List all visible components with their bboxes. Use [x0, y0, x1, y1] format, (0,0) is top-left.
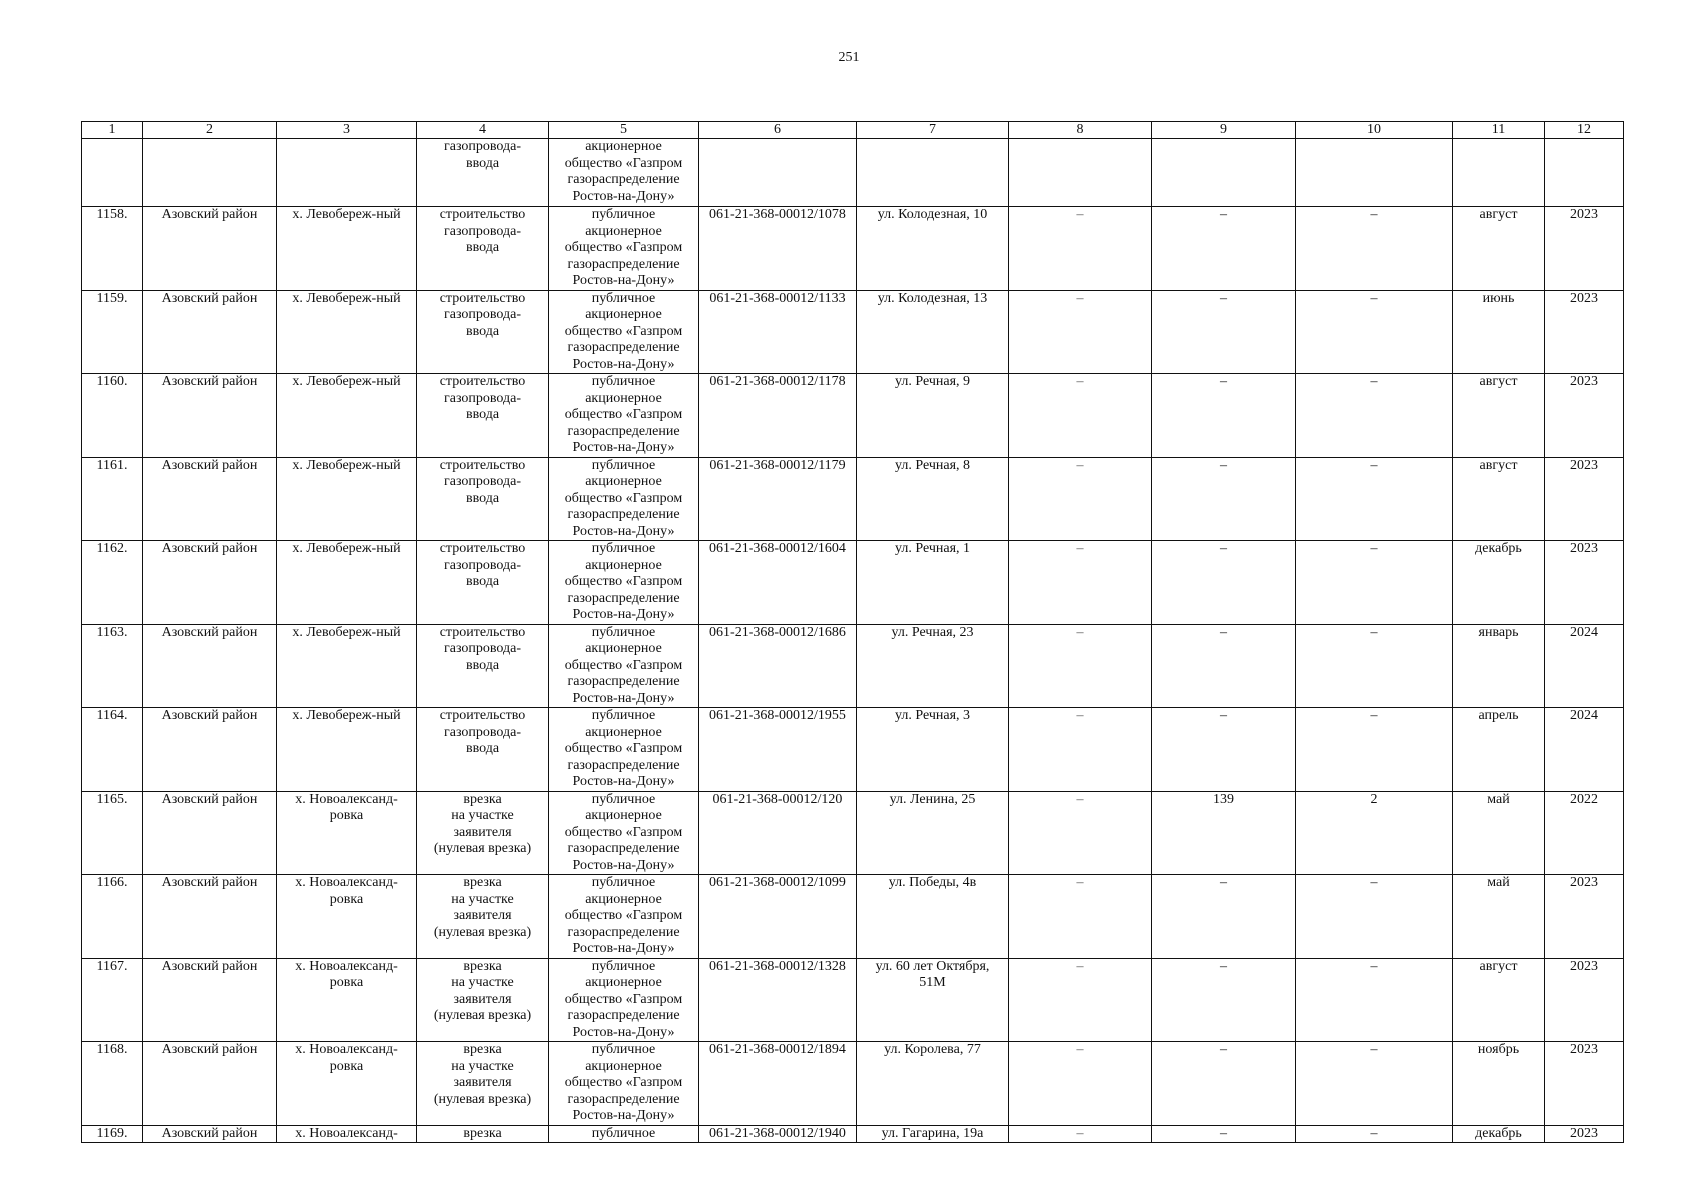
cell-district: Азовский район — [143, 708, 277, 792]
cell-col8: – — [1009, 708, 1152, 792]
cell-district: Азовский район — [143, 624, 277, 708]
cell-month: август — [1453, 457, 1545, 541]
cell-index: 1158. — [82, 207, 143, 291]
cell-settlement: х. Новоалександ- — [277, 1125, 417, 1142]
cell-col10: 2 — [1296, 791, 1453, 875]
cell-year: 2023 — [1545, 958, 1624, 1042]
page-number: 251 — [838, 50, 860, 65]
cell-district: Азовский район — [143, 290, 277, 374]
cell-permit-number: 061-21-368-00012/1955 — [699, 708, 857, 792]
cell-year: 2023 — [1545, 457, 1624, 541]
cell-organization: публичное акционерное общество «Газпром газораспределение Ростов-на-Дону» — [549, 207, 699, 291]
cell-index: 1160. — [82, 374, 143, 458]
cell-col9: – — [1152, 958, 1296, 1042]
table-row — [82, 290, 1624, 374]
cell-permit-number: 061-21-368-00012/1604 — [699, 541, 857, 625]
cell-month: август — [1453, 958, 1545, 1042]
cell-month: декабрь — [1453, 541, 1545, 625]
cell-col9: – — [1152, 1125, 1296, 1142]
cell-organization: публичное акционерное общество «Газпром газораспределение Ростов-на-Дону» — [549, 875, 699, 959]
cell-col9: – — [1152, 541, 1296, 625]
col-num-1: 1 — [82, 122, 143, 139]
cell-address: ул. 60 лет Октября, 51М — [857, 958, 1009, 1042]
cell-col10: – — [1296, 207, 1453, 291]
cell-year: 2022 — [1545, 791, 1624, 875]
cell-month: январь — [1453, 624, 1545, 708]
cell-address: ул. Речная, 9 — [857, 374, 1009, 458]
cell-col9: – — [1152, 875, 1296, 959]
cell-work-type: строительство газопровода- ввода — [417, 541, 549, 625]
cell-address: ул. Речная, 8 — [857, 457, 1009, 541]
table-row — [82, 875, 1624, 959]
cell-month: август — [1453, 374, 1545, 458]
table-row — [82, 1042, 1624, 1126]
cell-month: май — [1453, 791, 1545, 875]
cell-col9: – — [1152, 624, 1296, 708]
cell-settlement: х. Левобереж-ный — [277, 374, 417, 458]
col-num-8: 8 — [1009, 122, 1152, 139]
cell-col8: – — [1009, 791, 1152, 875]
column-number-row — [82, 122, 1624, 139]
cell-col10: – — [1296, 1125, 1453, 1142]
cell-work-type: газопровода- ввода — [417, 139, 549, 207]
cell-work-type: строительство газопровода- ввода — [417, 708, 549, 792]
cell-organization: публичное — [549, 1125, 699, 1142]
cell-col10: – — [1296, 457, 1453, 541]
cell-month: ноябрь — [1453, 1042, 1545, 1126]
table-row — [82, 708, 1624, 792]
col-num-6: 6 — [699, 122, 857, 139]
cell-col8: – — [1009, 457, 1152, 541]
col-num-12: 12 — [1545, 122, 1624, 139]
cell-col8: – — [1009, 875, 1152, 959]
table-row — [82, 958, 1624, 1042]
cell-settlement: х. Левобереж-ный — [277, 207, 417, 291]
cell-col10: – — [1296, 541, 1453, 625]
cell-year: 2023 — [1545, 541, 1624, 625]
cell-permit-number: 061-21-368-00012/1178 — [699, 374, 857, 458]
cell-work-type: строительство газопровода- ввода — [417, 374, 549, 458]
table-row — [82, 457, 1624, 541]
cell-col8: – — [1009, 624, 1152, 708]
cell-organization: публичное акционерное общество «Газпром газораспределение Ростов-на-Дону» — [549, 791, 699, 875]
cell-month: май — [1453, 875, 1545, 959]
cell-organization: публичное акционерное общество «Газпром газораспределение Ростов-на-Дону» — [549, 708, 699, 792]
col-num-2: 2 — [143, 122, 277, 139]
cell-district: Азовский район — [143, 1125, 277, 1142]
col-num-7: 7 — [857, 122, 1009, 139]
cell-settlement: х. Новоалександ- ровка — [277, 1042, 417, 1126]
cell-address: ул. Речная, 3 — [857, 708, 1009, 792]
cell-settlement: х. Новоалександ- ровка — [277, 958, 417, 1042]
cell-col8: – — [1009, 541, 1152, 625]
cell-col10: – — [1296, 374, 1453, 458]
cell-index: 1162. — [82, 541, 143, 625]
cell-year: 2023 — [1545, 1125, 1624, 1142]
cell-district: Азовский район — [143, 457, 277, 541]
cell-settlement: х. Левобереж-ный — [277, 457, 417, 541]
cell-address: ул. Королева, 77 — [857, 1042, 1009, 1126]
cell-year: 2023 — [1545, 875, 1624, 959]
cell-index: 1163. — [82, 624, 143, 708]
cell-permit-number: 061-21-368-00012/1686 — [699, 624, 857, 708]
cell-organization: публичное акционерное общество «Газпром газораспределение Ростов-на-Дону» — [549, 1042, 699, 1126]
cell-col10: – — [1296, 875, 1453, 959]
cell-col8: – — [1009, 374, 1152, 458]
cell-col8: – — [1009, 958, 1152, 1042]
cell-work-type: врезка на участке заявителя (нулевая врезка) — [417, 791, 549, 875]
cell-district: Азовский район — [143, 541, 277, 625]
data-table — [81, 121, 1624, 1143]
cell-col9: – — [1152, 1042, 1296, 1126]
cell-permit-number: 061-21-368-00012/1328 — [699, 958, 857, 1042]
cell-settlement: х. Левобереж-ный — [277, 541, 417, 625]
cell-district: Азовский район — [143, 791, 277, 875]
cell-permit-number: 061-21-368-00012/1133 — [699, 290, 857, 374]
cell-organization: акционерное общество «Газпром газораспределение Ростов-на-Дону» — [549, 139, 699, 207]
cell-year: 2024 — [1545, 708, 1624, 792]
cell-permit-number: 061-21-368-00012/120 — [699, 791, 857, 875]
cell-organization: публичное акционерное общество «Газпром газораспределение Ростов-на-Дону» — [549, 624, 699, 708]
cell-month: август — [1453, 207, 1545, 291]
cell-index: 1165. — [82, 791, 143, 875]
cell-district: Азовский район — [143, 875, 277, 959]
cell-month: декабрь — [1453, 1125, 1545, 1142]
cell-index: 1167. — [82, 958, 143, 1042]
cell-work-type: строительство газопровода- ввода — [417, 207, 549, 291]
cell-col9: – — [1152, 708, 1296, 792]
cell-address: ул. Гагарина, 19а — [857, 1125, 1009, 1142]
table-row — [82, 374, 1624, 458]
cell-address: ул. Победы, 4в — [857, 875, 1009, 959]
cell-month: июнь — [1453, 290, 1545, 374]
cell-permit-number: 061-21-368-00012/1940 — [699, 1125, 857, 1142]
cell-organization: публичное акционерное общество «Газпром газораспределение Ростов-на-Дону» — [549, 290, 699, 374]
cell-district: Азовский район — [143, 374, 277, 458]
cell-col10: – — [1296, 958, 1453, 1042]
cell-index: 1159. — [82, 290, 143, 374]
cell-month: апрель — [1453, 708, 1545, 792]
cell-work-type: строительство газопровода- ввода — [417, 457, 549, 541]
cell-address: ул. Колодезная, 13 — [857, 290, 1009, 374]
cell-work-type: строительство газопровода- ввода — [417, 624, 549, 708]
cell-col10: – — [1296, 708, 1453, 792]
col-num-4: 4 — [417, 122, 549, 139]
cell-settlement: х. Новоалександ- ровка — [277, 875, 417, 959]
cell-work-type: врезка на участке заявителя (нулевая врезка) — [417, 875, 549, 959]
col-num-5: 5 — [549, 122, 699, 139]
cell-col8: – — [1009, 290, 1152, 374]
cell-organization: публичное акционерное общество «Газпром газораспределение Ростов-на-Дону» — [549, 457, 699, 541]
cell-permit-number: 061-21-368-00012/1179 — [699, 457, 857, 541]
cell-work-type: строительство газопровода- ввода — [417, 290, 549, 374]
cell-settlement: х. Новоалександ- ровка — [277, 791, 417, 875]
cell-col8: – — [1009, 1125, 1152, 1142]
cell-year: 2023 — [1545, 374, 1624, 458]
cell-permit-number: 061-21-368-00012/1099 — [699, 875, 857, 959]
cell-col8: – — [1009, 1042, 1152, 1126]
cell-index: 1161. — [82, 457, 143, 541]
cell-work-type: врезка — [417, 1125, 549, 1142]
cell-col10: – — [1296, 290, 1453, 374]
table-row — [82, 791, 1624, 875]
table-row — [82, 207, 1624, 291]
cell-year: 2023 — [1545, 1042, 1624, 1126]
table-row — [82, 1125, 1624, 1142]
cell-permit-number: 061-21-368-00012/1894 — [699, 1042, 857, 1126]
table-row — [82, 541, 1624, 625]
cell-col9: – — [1152, 457, 1296, 541]
cell-year: 2023 — [1545, 207, 1624, 291]
col-num-3: 3 — [277, 122, 417, 139]
cell-index: 1166. — [82, 875, 143, 959]
cell-address: ул. Речная, 23 — [857, 624, 1009, 708]
cell-work-type: врезка на участке заявителя (нулевая врезка) — [417, 958, 549, 1042]
cell-district: Азовский район — [143, 207, 277, 291]
cell-settlement: х. Левобереж-ный — [277, 708, 417, 792]
cell-col9: – — [1152, 207, 1296, 291]
cell-permit-number: 061-21-368-00012/1078 — [699, 207, 857, 291]
cell-col9: 139 — [1152, 791, 1296, 875]
table-row — [82, 624, 1624, 708]
cell-district: Азовский район — [143, 958, 277, 1042]
cell-organization: публичное акционерное общество «Газпром газораспределение Ростов-на-Дону» — [549, 958, 699, 1042]
cell-organization: публичное акционерное общество «Газпром газораспределение Ростов-на-Дону» — [549, 374, 699, 458]
cell-index: 1169. — [82, 1125, 143, 1142]
cell-col9: – — [1152, 290, 1296, 374]
cell-district: Азовский район — [143, 1042, 277, 1126]
col-num-9: 9 — [1152, 122, 1296, 139]
cell-address: ул. Ленина, 25 — [857, 791, 1009, 875]
cell-settlement: х. Левобереж-ный — [277, 290, 417, 374]
cell-year: 2024 — [1545, 624, 1624, 708]
cell-address: ул. Речная, 1 — [857, 541, 1009, 625]
continuation-row — [82, 139, 1624, 207]
cell-organization: публичное акционерное общество «Газпром газораспределение Ростов-на-Дону» — [549, 541, 699, 625]
col-num-10: 10 — [1296, 122, 1453, 139]
col-num-11: 11 — [1453, 122, 1545, 139]
cell-settlement: х. Левобереж-ный — [277, 624, 417, 708]
cell-address: ул. Колодезная, 10 — [857, 207, 1009, 291]
cell-index: 1168. — [82, 1042, 143, 1126]
cell-col10: – — [1296, 624, 1453, 708]
cell-col10: – — [1296, 1042, 1453, 1126]
cell-work-type: врезка на участке заявителя (нулевая врезка) — [417, 1042, 549, 1126]
cell-year: 2023 — [1545, 290, 1624, 374]
table-body — [82, 122, 1624, 1143]
cell-col8: – — [1009, 207, 1152, 291]
cell-col9: – — [1152, 374, 1296, 458]
cell-index: 1164. — [82, 708, 143, 792]
